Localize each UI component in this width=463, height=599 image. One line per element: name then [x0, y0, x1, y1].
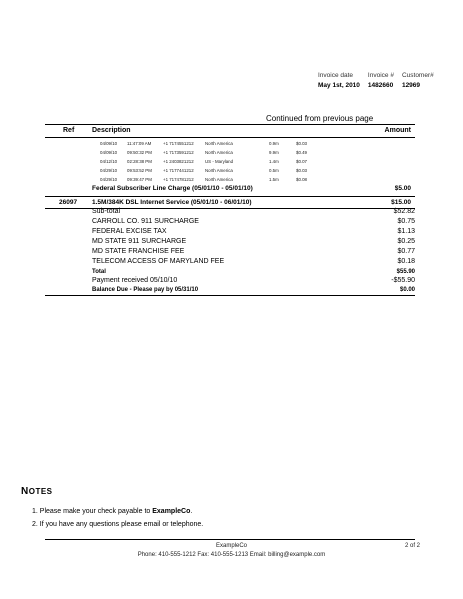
summary-label: Total: [92, 269, 106, 275]
subtotal-row: [92, 208, 415, 218]
col-ref-header: Ref: [63, 127, 75, 134]
summary-label: CARROLL CO. 911 SURCHARGE: [92, 218, 199, 225]
call-record-row: 04/09/10 11:47:09 AM +1 7174551212 North America 0.9m $0.03: [100, 141, 307, 146]
federal-charge-row: [45, 185, 415, 194]
call-records: [45, 140, 415, 186]
summary-amount: $52.82: [393, 208, 415, 215]
table-bottom-rule: [45, 295, 415, 296]
summary-label: TELECOM ACCESS OF MARYLAND FEE: [92, 258, 225, 265]
summary-amount: $0.00: [399, 287, 415, 293]
summary-label: MD STATE FRANCHISE FEE: [92, 248, 185, 255]
invoice-number-value: 1482660: [367, 82, 394, 89]
franchise-fee-row: [92, 248, 415, 258]
summary-label: Payment received 05/10/10: [92, 277, 178, 284]
summary-label: Balance Due - Please pay by 05/31/10: [92, 287, 199, 293]
continued-note: Continued from previous page: [266, 114, 374, 123]
footer-contact: Phone: 410-555-1212 Fax: 410-555-1213 Email: billing@example.com: [137, 552, 326, 558]
call-record-row: 04/12/10 02:28:38 PM +1 2403821212 US - Maryland 1.4m $0.07: [100, 159, 307, 164]
note-item: 2. If you have any questions please email or telephone.: [32, 521, 204, 528]
summary-amount: $55.90: [396, 269, 415, 275]
excise-tax-row: [92, 228, 415, 238]
summary-label: MD STATE 911 SURCHARGE: [92, 238, 187, 245]
footer-rule: [45, 539, 415, 540]
dsl-item-description: 1.5M/384K DSL Internet Service (05/01/10 - 06/01/10): [92, 199, 252, 206]
invoice-number: [368, 72, 394, 89]
call-record-row: 04/09/10 09:50:32 PM +1 7173591212 North America 9.9m $0.49: [100, 150, 307, 155]
col-amount-header: Amount: [384, 127, 411, 134]
dsl-item-ref: 26097: [59, 199, 78, 206]
federal-charge-description: Federal Subscriber Line Charge (05/01/10 - 05/01/10): [92, 185, 253, 192]
row-divider: [45, 196, 415, 197]
state-911-row: [92, 238, 415, 248]
table-header: [45, 124, 415, 138]
footer-company: ExampleCo: [215, 543, 247, 549]
federal-charge-amount: $5.00: [394, 185, 411, 192]
customer-number-value: 12969: [401, 82, 421, 89]
invoice-number-label: Invoice #: [367, 72, 394, 79]
summary-amount: -$55.90: [391, 277, 415, 284]
dsl-item-amount: $15.00: [391, 199, 411, 206]
page-number: 2 of 2: [404, 543, 420, 549]
summary-amount: $0.18: [397, 258, 415, 265]
invoice-date: [318, 72, 360, 89]
invoice-meta: [318, 72, 442, 89]
call-record-row: 04/29/10 09:39:47 PM +1 7174781212 North America 1.5m $0.08: [100, 177, 307, 182]
summary-amount: $1.13: [397, 228, 415, 235]
summary-label: FEDERAL EXCISE TAX: [92, 228, 167, 235]
summary-label: Sub-total: [92, 208, 121, 215]
summary-amount: $0.77: [397, 248, 415, 255]
invoice-date-label: Invoice date: [318, 72, 354, 79]
summary-amount: $0.25: [397, 238, 415, 245]
note-item: 1. Please make your check payable to ExampleCo.: [32, 508, 193, 515]
payment-row: [92, 277, 415, 287]
surcharge-row: [92, 218, 415, 228]
notes-heading: NOTES: [21, 486, 53, 497]
dsl-item-row: [45, 199, 415, 208]
customer-number: [402, 72, 434, 89]
call-record-row: 04/29/10 09:53:52 PM +1 7177441212 North America 0.5m $0.03: [100, 168, 307, 173]
invoice-date-value: May 1st, 2010: [318, 82, 360, 89]
col-description-header: Description: [92, 127, 131, 134]
customer-number-label: Customer#: [401, 72, 434, 79]
summary-amount: $0.75: [397, 218, 415, 225]
telecom-fee-row: [92, 258, 415, 268]
